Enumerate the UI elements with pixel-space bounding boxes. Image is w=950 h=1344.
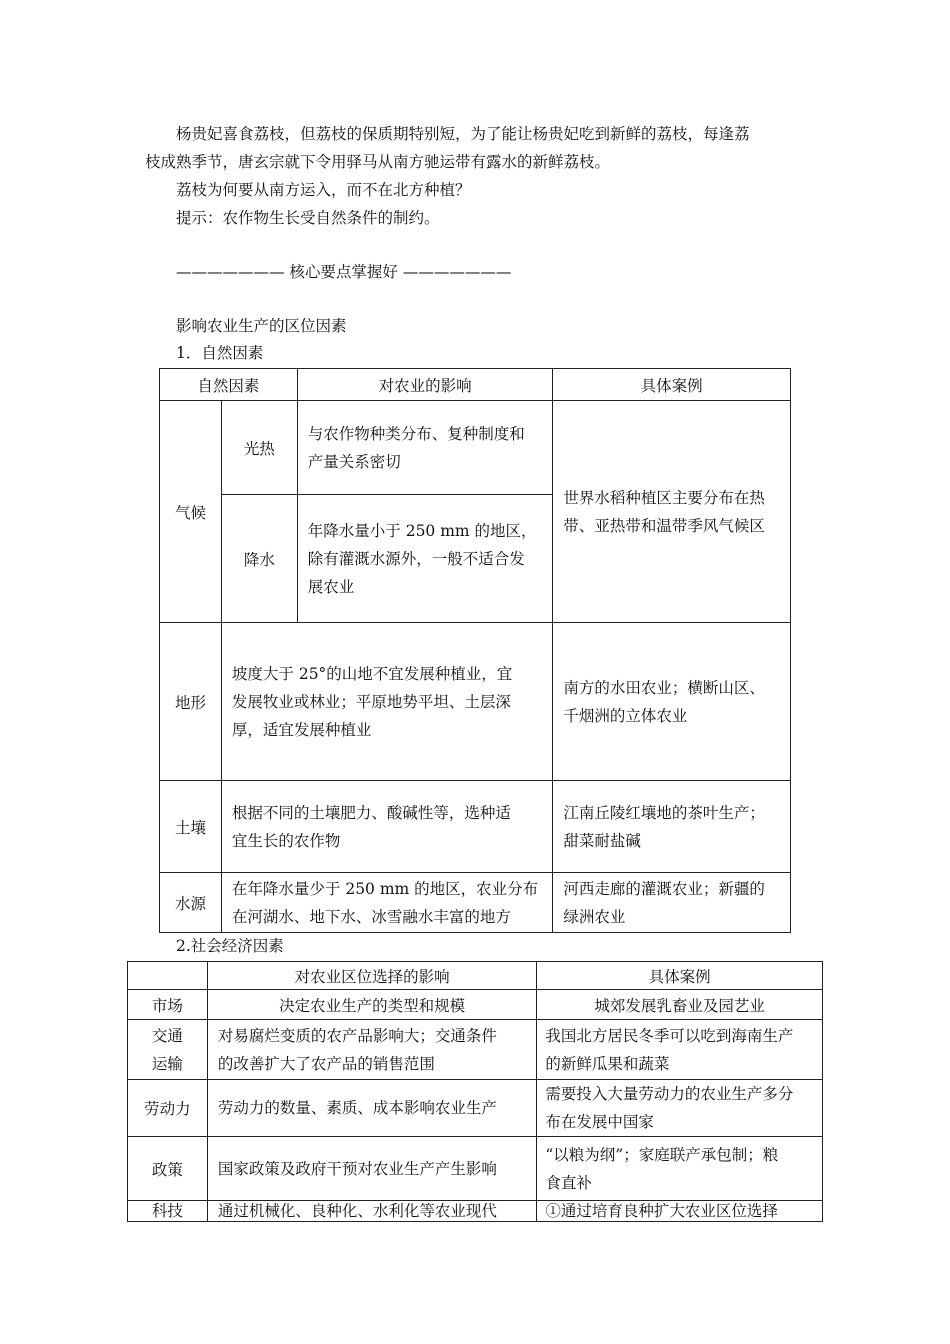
soil-label: 土壤 [160, 781, 222, 873]
header-case: 具体案例 [553, 369, 791, 401]
water-label: 水源 [160, 873, 222, 933]
tech-label: 科技 [128, 1201, 208, 1222]
light-effect: 与农作物种类分布、复种制度和 产量关系密切 [297, 401, 553, 495]
market-case: 城郊发展乳畜业及园艺业 [537, 990, 823, 1020]
intro-hint: 提示：农作物生长受自然条件的制约。 [176, 209, 440, 227]
soil-effect: 根据不同的土壤肥力、酸碱性等，选种适 宜生长的农作物 [221, 781, 552, 873]
transport-effect: 对易腐烂变质的农产品影响大；交通条件 的改善扩大了农产品的销售范围 [207, 1020, 537, 1080]
market-effect: 决定农业生产的类型和规模 [207, 990, 537, 1020]
light-label: 光热 [221, 401, 297, 495]
labor-effect: 劳动力的数量、素质、成本影响农业生产 [207, 1080, 537, 1137]
social-header-case: 具体案例 [537, 962, 823, 990]
labor-case: 需要投入大量劳动力的农业生产多分 布在发展中国家 [537, 1080, 823, 1137]
social-header-blank [128, 962, 208, 990]
section-divider: ——————— 核心要点掌握好 ——————— [176, 263, 512, 281]
policy-case: “以粮为纲”；家庭联产承包制；粮 食直补 [537, 1137, 823, 1201]
terrain-label: 地形 [160, 623, 222, 781]
tech-case: ①通过培育良种扩大农业区位选择 [537, 1201, 823, 1222]
intro-question: 荔枝为何要从南方运入，而不在北方种植？ [176, 181, 471, 199]
soil-case: 江南丘陵红壤地的茶叶生产； 甜菜耐盐碱 [553, 781, 791, 873]
transport-label: 交通 运输 [128, 1020, 208, 1080]
natural-factors-table [159, 368, 791, 933]
header-effect: 对农业的影响 [297, 369, 553, 401]
header-natural-factor: 自然因素 [160, 369, 298, 401]
section-title: 影响农业生产的区位因素 [176, 317, 347, 335]
climate-label: 气候 [160, 401, 222, 623]
tech-effect: 通过机械化、良种化、水利化等农业现代 [207, 1201, 537, 1222]
social-header-effect: 对农业区位选择的影响 [207, 962, 537, 990]
climate-case: 世界水稻种植区主要分布在热 带、亚热带和温带季风气候区 [553, 401, 791, 623]
intro-line-1: 杨贵妃喜食荔枝，但荔枝的保质期特别短，为了能让杨贵妃吃到新鲜的荔枝，每逢荔 [176, 125, 750, 143]
rain-label: 降水 [221, 495, 297, 623]
transport-case: 我国北方居民冬季可以吃到海南生产 的新鲜瓜果和蔬菜 [537, 1020, 823, 1080]
terrain-effect: 坡度大于 25°的山地不宜发展种植业，宜 发展牧业或林业；平原地势平坦、土层深 厚，适宜发展种植业 [221, 623, 552, 781]
policy-label: 政策 [128, 1137, 208, 1201]
water-case: 河西走廊的灌溉农业；新疆的 绿洲农业 [553, 873, 791, 933]
social-heading: 2.社会经济因素 [176, 937, 284, 955]
water-effect: 在年降水量少于 250 mm 的地区，农业分布 在河湖水、地下水、冰雪融水丰富的地方 [221, 873, 552, 933]
labor-label: 劳动力 [128, 1080, 208, 1137]
intro-line-2: 枝成熟季节，唐玄宗就下令用驿马从南方驰运带有露水的新鲜荔枝。 [145, 153, 611, 171]
rain-effect: 年降水量小于 250 mm 的地区， 除有灌溉水源外，一般不适合发 展农业 [297, 495, 553, 623]
social-factors-table [127, 961, 823, 1222]
terrain-case: 南方的水田农业；横断山区、 千烟洲的立体农业 [553, 623, 791, 781]
market-label: 市场 [128, 990, 208, 1020]
natural-heading: 1．自然因素 [176, 344, 264, 362]
policy-effect: 国家政策及政府干预对农业生产产生影响 [207, 1137, 537, 1201]
